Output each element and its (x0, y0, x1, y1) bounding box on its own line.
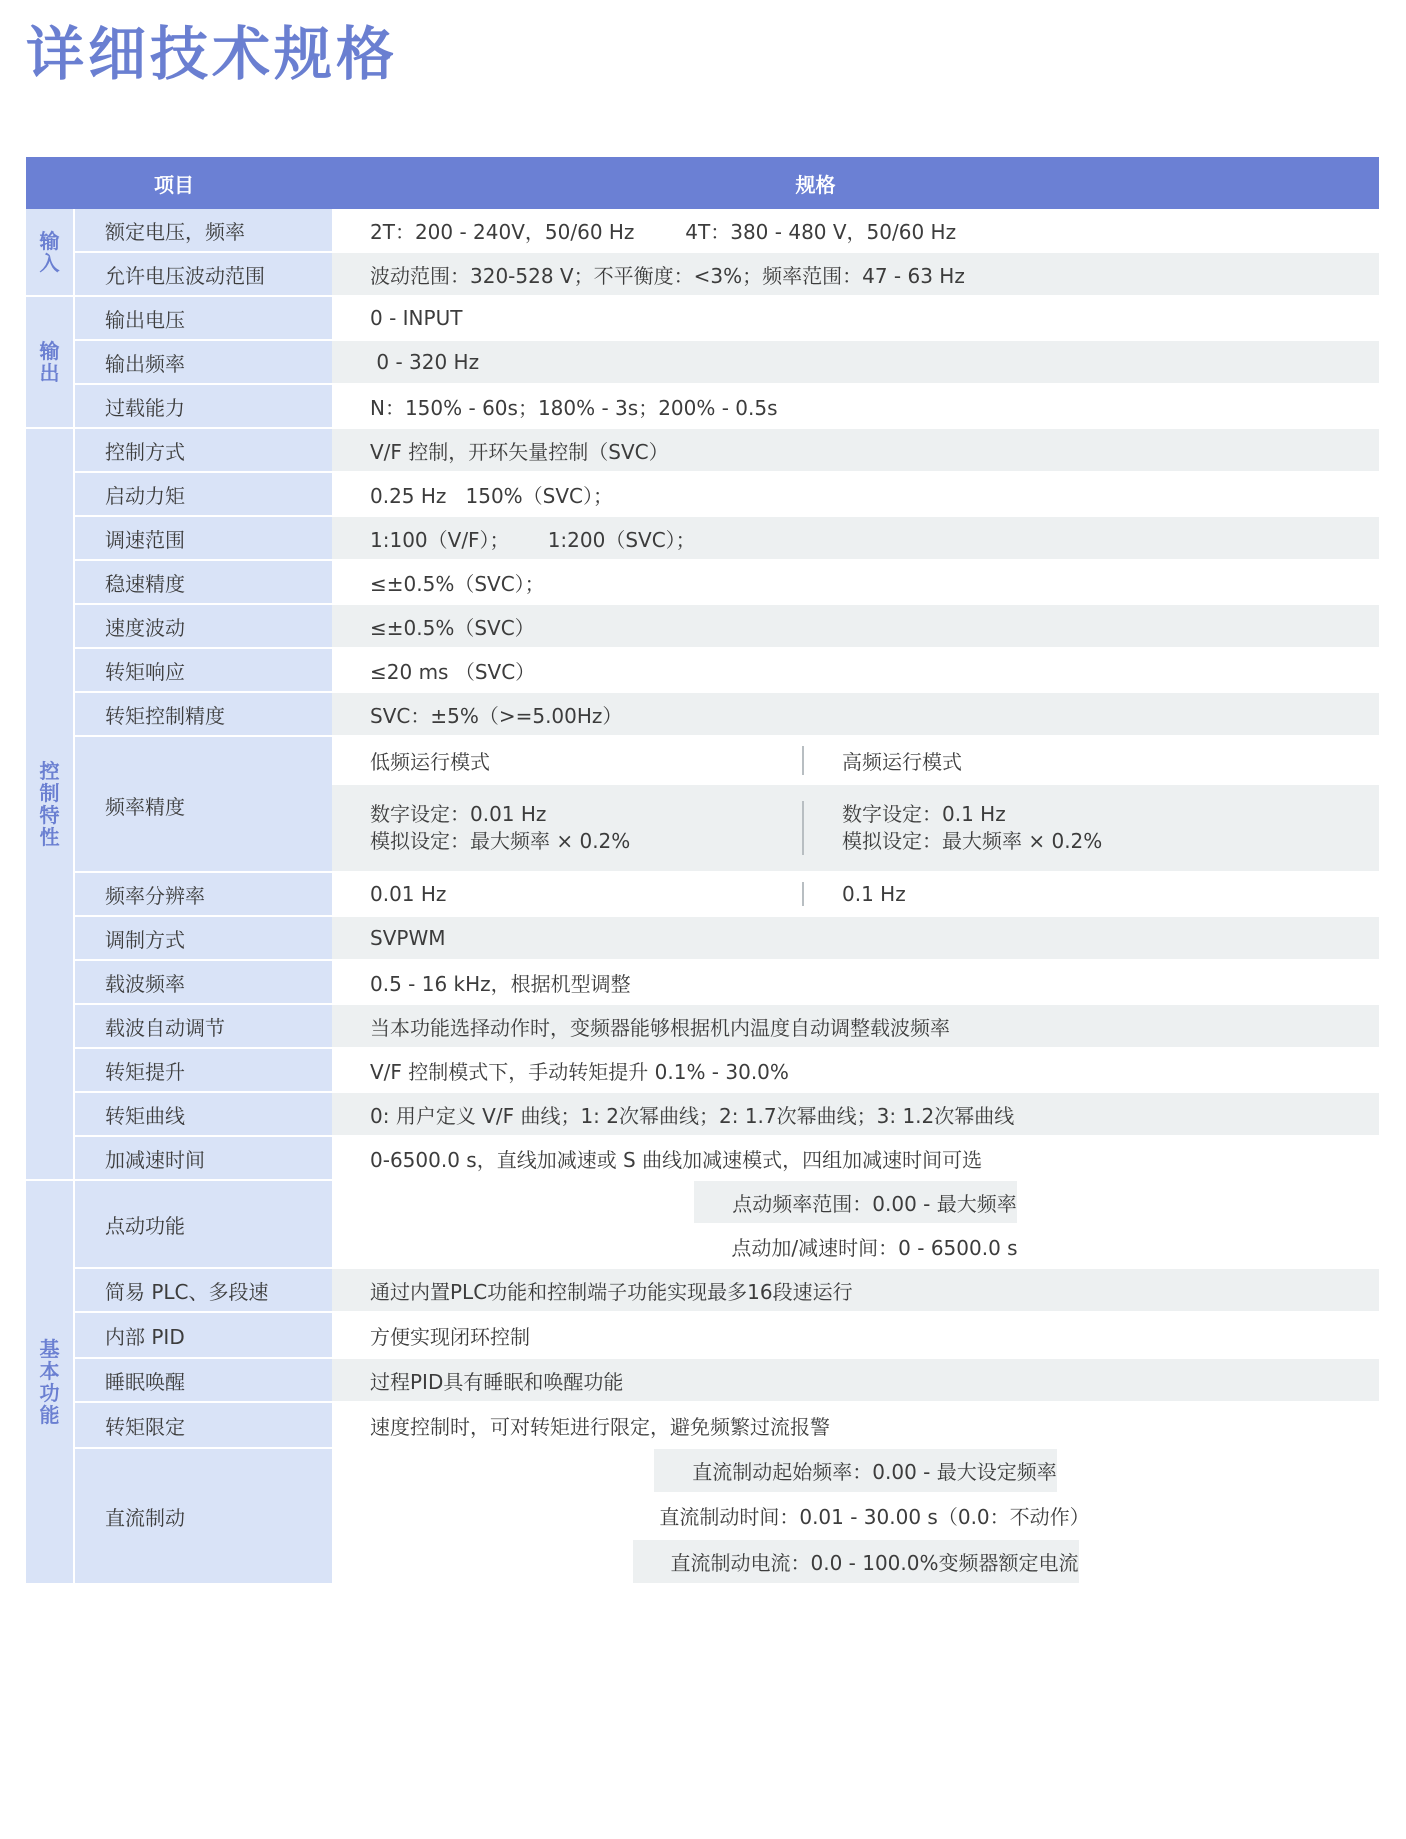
row-name: 载波频率 (73, 961, 332, 1005)
page-title: 详细技术规格 (26, 20, 399, 88)
row-value: ≤20 ms （SVC） (332, 649, 1379, 693)
row-name: 睡眠唤醒 (73, 1359, 332, 1403)
high-mode-values (804, 801, 1379, 855)
freq-mode-row (332, 737, 1379, 785)
row-value: ≤±0.5%（SVC） (332, 605, 1379, 649)
row-name: 加减速时间 (73, 1137, 332, 1181)
row-value: 速度控制时，可对转矩进行限定，避免频繁过流报警 (332, 1403, 1379, 1449)
row-name: 转矩提升 (73, 1049, 332, 1093)
row-name: 调制方式 (73, 917, 332, 961)
low-resolution: 0.01 Hz (332, 882, 804, 906)
row-name: 输出电压 (73, 297, 332, 341)
row-value: SVPWM (332, 917, 1379, 961)
row-name: 允许电压波动范围 (73, 253, 332, 297)
row-name: 直流制动 (73, 1449, 332, 1585)
group-output: 输出 (26, 297, 73, 429)
row-name: 调速范围 (73, 517, 332, 561)
row-name: 频率精度 (73, 737, 332, 873)
row-name: 输出频率 (73, 341, 332, 385)
row-value: 通过内置PLC功能和控制端子功能实现最多16段速运行 (332, 1269, 1379, 1313)
dc-brake-value-3: 直流制动电流：0.0 - 100.0%变频器额定电流 (633, 1540, 1079, 1583)
row-name: 转矩响应 (73, 649, 332, 693)
row-value: V/F 控制，开环矢量控制（SVC） (332, 429, 1379, 473)
row-value: 0.25 Hz 150%（SVC）； (332, 473, 1379, 517)
header-spec: 规格 (332, 157, 1379, 209)
row-name: 稳速精度 (73, 561, 332, 605)
row-name: 载波自动调节 (73, 1005, 332, 1049)
row-name: 额定电压，频率 (73, 209, 332, 253)
row-value: 方便实现闭环控制 (332, 1313, 1379, 1359)
low-mode-label: 低频运行模式 (332, 746, 804, 775)
row-name: 转矩控制精度 (73, 693, 332, 737)
row-value: 0.5 - 16 kHz，根据机型调整 (332, 961, 1379, 1005)
jog-value-2: 点动加/减速时间：0 - 6500.0 s (693, 1225, 1017, 1267)
row-value: 当本功能选择动作时，变频器能够根据机内温度自动调整载波频率 (332, 1005, 1379, 1049)
jog-values (332, 1181, 1379, 1269)
dc-brake-value-2: 直流制动时间：0.01 - 30.00 s（0.0：不动作） (621, 1494, 1089, 1539)
row-name: 点动功能 (73, 1181, 332, 1269)
freq-resolution-row (332, 873, 1379, 917)
row-name: 转矩限定 (73, 1403, 332, 1449)
row-value: V/F 控制模式下，手动转矩提升 0.1% - 30.0% (332, 1049, 1379, 1093)
group-control: 控制特性 (26, 429, 73, 1181)
row-name: 频率分辨率 (73, 873, 332, 917)
row-name: 内部 PID (73, 1313, 332, 1359)
high-analog: 模拟设定：最大频率 × 0.2% (842, 829, 1103, 853)
high-digital: 数字设定：0.1 Hz (842, 802, 1006, 826)
row-name: 过载能力 (73, 385, 332, 429)
low-analog: 模拟设定：最大频率 × 0.2% (370, 829, 631, 853)
high-resolution: 0.1 Hz (842, 882, 906, 906)
row-name: 控制方式 (73, 429, 332, 473)
row-value: N：150% - 60s；180% - 3s；200% - 0.5s (332, 385, 1379, 429)
row-value: 2T：200 - 240V，50/60 Hz 4T：380 - 480 V，50/60 Hz (332, 209, 1379, 253)
jog-value-1: 点动频率范围：0.00 - 最大频率 (694, 1181, 1016, 1225)
row-value: 1:100（V/F）； 1:200（SVC）； (332, 517, 1379, 561)
row-name: 启动力矩 (73, 473, 332, 517)
row-name: 转矩曲线 (73, 1093, 332, 1137)
dc-brake-value-1: 直流制动起始频率：0.00 - 最大设定频率 (654, 1449, 1056, 1494)
low-digital: 数字设定：0.01 Hz (370, 802, 547, 826)
high-mode-label: 高频运行模式 (842, 749, 962, 774)
group-input: 输入 (26, 209, 73, 297)
row-value: 0: 用户定义 V/F 曲线；1: 2次幂曲线；2: 1.7次幂曲线；3: 1.2次幂曲线 (332, 1093, 1379, 1137)
row-value: 0-6500.0 s，直线加减速或 S 曲线加减速模式，四组加减速时间可选 (332, 1137, 1379, 1181)
dc-brake-values (332, 1449, 1379, 1585)
row-value: 0 - INPUT (332, 297, 1379, 341)
header-item: 项目 (26, 157, 332, 209)
row-value: SVC：±5%（>=5.00Hz） (332, 693, 1379, 737)
group-basic: 基本功能 (26, 1181, 73, 1585)
freq-accuracy-values (332, 785, 1379, 873)
row-value: ≤±0.5%（SVC）； (332, 561, 1379, 605)
row-value: 过程PID具有睡眠和唤醒功能 (332, 1359, 1379, 1403)
row-name: 简易 PLC、多段速 (73, 1269, 332, 1313)
spec-table (26, 157, 1379, 1585)
row-value: 0 - 320 Hz (332, 341, 1379, 385)
low-mode-values (332, 801, 804, 855)
row-name: 速度波动 (73, 605, 332, 649)
row-value: 波动范围：320-528 V；不平衡度：<3%；频率范围：47 - 63 Hz (332, 253, 1379, 297)
